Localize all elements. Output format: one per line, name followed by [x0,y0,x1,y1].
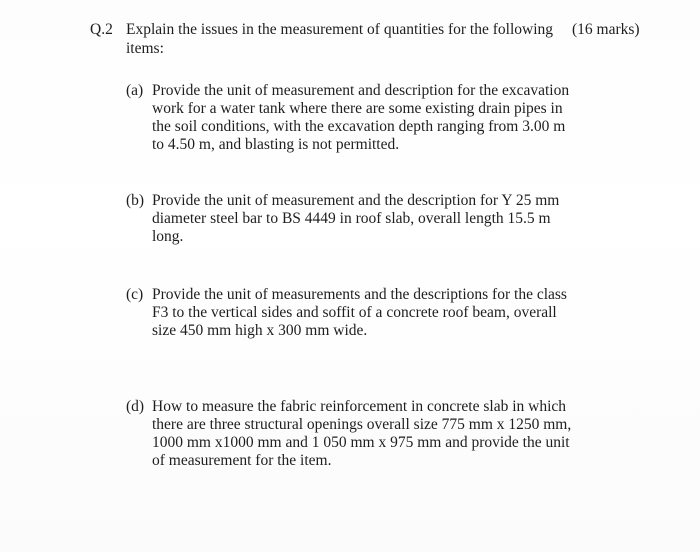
question-stem-line: items: [126,40,164,57]
part-text [152,286,592,340]
question-number: Q.2 [90,21,113,38]
part-line: Provide the unit of measurements and the descriptions for the class [152,286,567,303]
part-line: How to measure the fabric reinforcement in concrete slab in which [152,398,567,415]
part-text [152,398,592,470]
part-label: (d) [126,398,145,415]
part-line: long. [152,228,184,245]
part-line: Provide the unit of measurement and the description for Y 25 mm [152,192,560,209]
part-text [152,192,592,246]
part-line: to 4.50 m, and blasting is not permitted. [152,136,400,153]
question-marks: (16 marks) [572,21,640,38]
part-label: (c) [126,286,144,303]
part-line: of measurement for the item. [152,452,332,469]
part-line: F3 to the vertical sides and soffit of a concrete roof beam, overall [152,304,557,321]
part-line: work for a water tank where there are some existing drain pipes in [152,100,563,117]
part-line: there are three structural openings overall size 775 mm x 1250 mm, [152,416,572,433]
part-line: the soil conditions, with the excavation depth ranging from 3.00 m [152,118,566,135]
part-label: (a) [126,82,144,99]
question-stem-line: Explain the issues in the measurement of quantities for the following [126,21,554,38]
part-line: diameter steel bar to BS 4449 in roof slab, overall length 15.5 m [152,210,551,227]
part-line: Provide the unit of measurement and description for the excavation [152,82,570,99]
part-line: size 450 mm high x 300 mm wide. [152,322,368,339]
part-text [152,82,592,154]
question-stem [126,20,566,58]
part-label: (b) [126,192,145,209]
part-line: 1000 mm x1000 mm and 1 050 mm x 975 mm and provide the unit [152,434,570,451]
